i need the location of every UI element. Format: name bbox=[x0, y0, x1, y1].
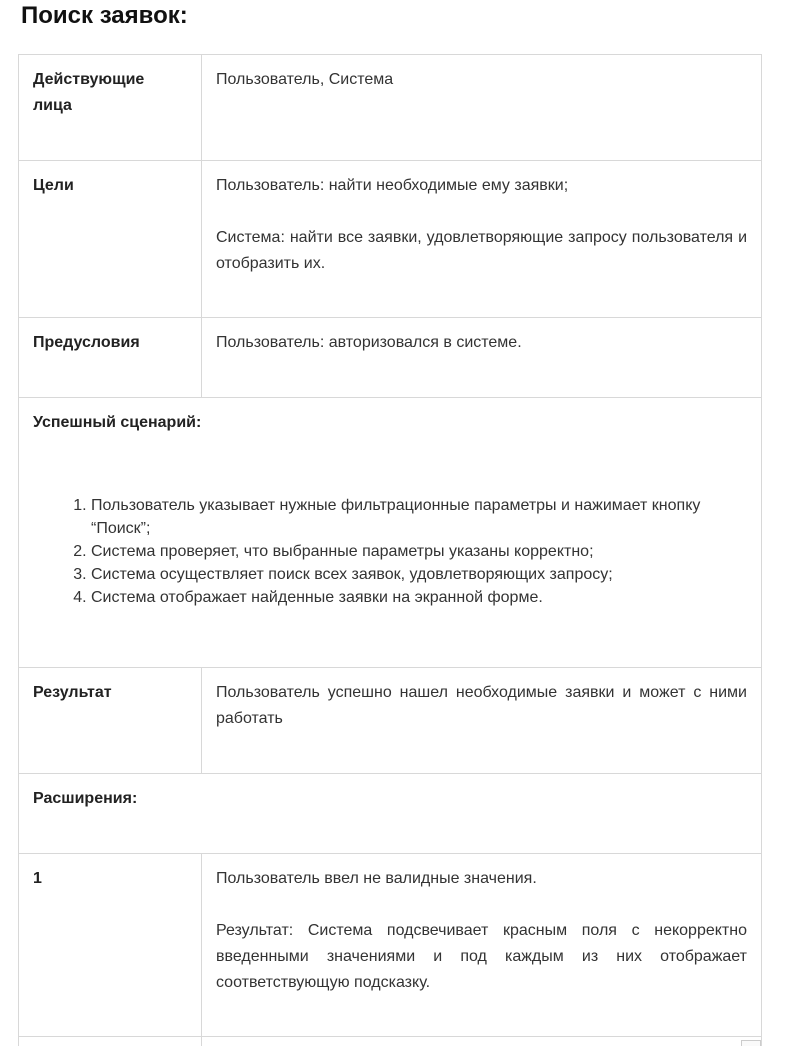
list-item: 1. Пользователь указывает нужные фильтрационные параметры и нажимает кнопку “Поиск”; bbox=[91, 494, 747, 540]
actors-value-cell bbox=[202, 55, 762, 161]
use-case-table bbox=[18, 54, 762, 1046]
extension-1-value-cell bbox=[202, 854, 762, 1037]
row-extension-1 bbox=[19, 854, 762, 1037]
actors-value: Пользователь, Система bbox=[216, 71, 394, 88]
row-goals bbox=[19, 161, 762, 318]
next-row-label-cell bbox=[19, 1037, 202, 1046]
extension-1-label: 1 bbox=[19, 854, 202, 1037]
row-preconditions bbox=[19, 318, 762, 398]
extension-1-condition: Пользователь ввел не валидные значения. bbox=[216, 870, 537, 887]
row-actors bbox=[19, 55, 762, 161]
extension-1-result: Результат: Система подсвечивает красным поля с некорректно введенными значениями и под каждым из них отображает соответствующую подсказку. bbox=[216, 922, 747, 991]
result-value-cell bbox=[202, 668, 762, 774]
goal-system: Система: найти все заявки, удовлетворяющие запросу пользователя и отобразить их. bbox=[216, 229, 747, 272]
list-item: 4. Система отображает найденные заявки на экранной форме. bbox=[91, 586, 747, 609]
scenario-cell bbox=[19, 398, 762, 668]
extensions-label: Расширения: bbox=[19, 774, 762, 854]
scrollbar-corner[interactable] bbox=[741, 1040, 761, 1046]
goals-label: Цели bbox=[19, 161, 202, 318]
goal-user: Пользователь: найти необходимые ему заявки; bbox=[216, 177, 569, 194]
preconditions-value-cell bbox=[202, 318, 762, 398]
row-scenario bbox=[19, 398, 762, 668]
page-title: Поиск заявок: bbox=[21, 2, 188, 29]
goals-value-cell bbox=[202, 161, 762, 318]
row-result bbox=[19, 668, 762, 774]
preconditions-value: Пользователь: авторизовался в системе. bbox=[216, 334, 522, 351]
row-next bbox=[19, 1037, 762, 1046]
result-label: Результат bbox=[19, 668, 202, 774]
preconditions-label: Предусловия bbox=[19, 318, 202, 398]
scenario-steps bbox=[33, 494, 747, 609]
actors-label: Действующие лица bbox=[19, 55, 202, 161]
list-item: 2. Система проверяет, что выбранные параметры указаны корректно; bbox=[91, 540, 747, 563]
scenario-label: Успешный сценарий: bbox=[33, 414, 202, 431]
row-extensions bbox=[19, 774, 762, 854]
result-value: Пользователь успешно нашел необходимые заявки и может с ними работать bbox=[216, 684, 747, 727]
list-item: 3. Система осуществляет поиск всех заявок, удовлетворяющих запросу; bbox=[91, 563, 747, 586]
next-row-value-cell bbox=[202, 1037, 762, 1046]
